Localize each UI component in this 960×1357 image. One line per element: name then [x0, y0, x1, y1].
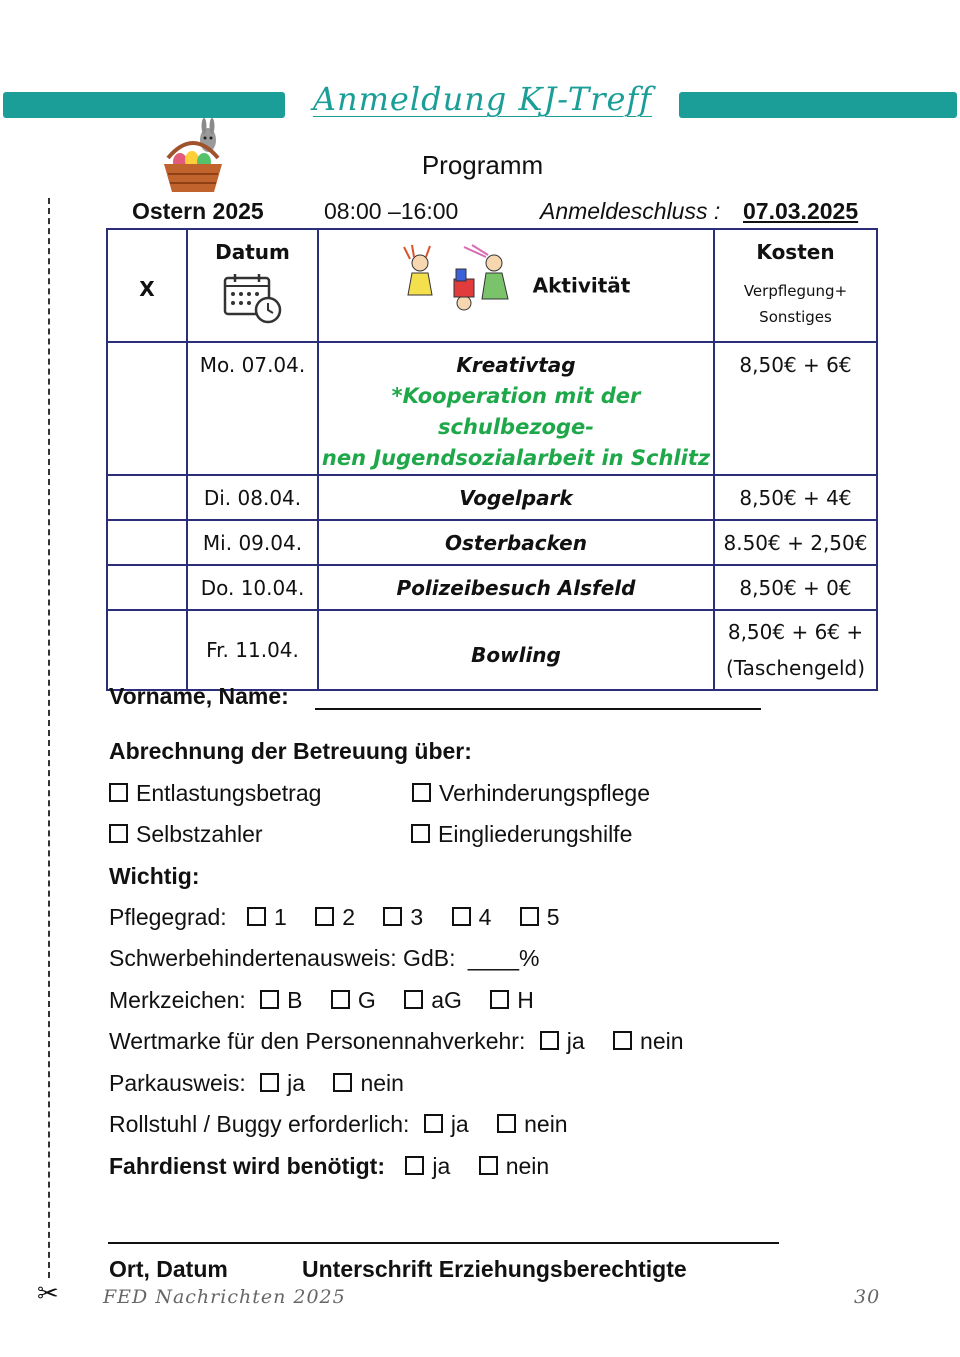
transit-label: Wertmarke für den Personennahverkehr: [109, 1028, 526, 1054]
checkbox[interactable] [520, 907, 539, 926]
billing-option[interactable] [411, 821, 632, 848]
checkbox[interactable] [490, 990, 509, 1009]
children-icon [402, 243, 514, 328]
no-label: nein [524, 1111, 568, 1137]
row-date: Mo. 07.04. [187, 342, 318, 475]
checkbox[interactable] [260, 1073, 279, 1092]
checkbox[interactable] [333, 1073, 352, 1092]
no-label: nein [505, 1153, 550, 1179]
table-row [107, 475, 877, 520]
billing-option-label: Entlastungsbetrag [136, 780, 322, 806]
care-level-option: 1 [274, 904, 287, 930]
checkbox[interactable] [452, 907, 471, 926]
program-table [106, 228, 878, 691]
checkbox[interactable] [412, 783, 431, 802]
billing-option-label: Verhinderungspflege [439, 780, 650, 806]
scissors-icon: ✂ [37, 1278, 59, 1308]
checkbox[interactable] [479, 1156, 498, 1175]
care-level-label: Pflegegrad: [109, 904, 227, 930]
mark-option: H [517, 987, 534, 1013]
row-activity-note-line1: *Kooperation mit der schulbezoge- [391, 384, 641, 439]
yes-label: ja [450, 1111, 469, 1137]
billing-option-label: Eingliederungshilfe [438, 821, 633, 847]
billing-option-label: Selbstzahler [136, 821, 263, 847]
table-row [107, 610, 877, 690]
page-number: 30 [854, 1286, 881, 1308]
checkbox[interactable] [109, 783, 128, 802]
care-level-row [109, 904, 560, 931]
checkbox[interactable] [411, 824, 430, 843]
row-activity-label: Kreativtag [456, 353, 576, 377]
row-cost [714, 610, 877, 690]
header-x: X [107, 229, 187, 342]
row-check[interactable] [107, 475, 187, 520]
checkbox[interactable] [404, 990, 423, 1009]
row-cost: 8.50€ + 2,50€ [714, 520, 877, 565]
checkbox[interactable] [497, 1114, 516, 1133]
row-date: Fr. 11.04. [187, 610, 318, 690]
row-check[interactable] [107, 520, 187, 565]
checkbox[interactable] [247, 907, 266, 926]
checkbox[interactable] [424, 1114, 443, 1133]
billing-option[interactable] [109, 821, 263, 848]
care-level-option: 2 [342, 904, 356, 930]
table-header-row [107, 229, 877, 342]
row-cost: 8,50€ + 0€ [714, 565, 877, 610]
checkbox[interactable] [109, 824, 128, 843]
cut-line [48, 198, 50, 1278]
important-label: Wichtig: [109, 863, 200, 889]
table-row [107, 565, 877, 610]
billing-label: Abrechnung der Betreuung über: [109, 738, 472, 764]
table-row [107, 520, 877, 565]
checkbox[interactable] [613, 1031, 632, 1050]
row-date: Do. 10.04. [187, 565, 318, 610]
row-cost: 8,50€ + 4€ [714, 475, 877, 520]
no-label: nein [640, 1028, 684, 1054]
season-label: Ostern 2025 [132, 198, 264, 224]
header-bar-right [679, 92, 957, 118]
row-activity: Vogelpark [318, 475, 714, 520]
row-activity-note [319, 381, 713, 474]
row-cost: 8,50€ + 6€ [714, 342, 877, 475]
time-range: 08:00 –16:00 [324, 198, 459, 224]
mark-option: B [287, 987, 303, 1013]
row-cost-line1: 8,50€ + 6€ + [727, 620, 864, 644]
care-level-option: 5 [546, 904, 560, 930]
care-level-option: 4 [478, 904, 492, 930]
calendar-clock-icon [188, 272, 317, 331]
row-check[interactable] [107, 610, 187, 690]
row-activity: Osterbacken [318, 520, 714, 565]
program-subtitle: Programm [421, 150, 544, 180]
place-date-label: Ort, Datum [109, 1256, 228, 1282]
billing-option[interactable] [109, 780, 321, 807]
transport-row [109, 1153, 549, 1180]
yes-label: ja [287, 1070, 306, 1096]
header-activity-label: Aktivität [532, 273, 631, 298]
header-cost-sub1: Verpflegung+ [743, 282, 848, 300]
page-title: Anmeldung KJ-Treff [312, 80, 653, 118]
footer-publication: FED Nachrichten 2025 [103, 1286, 346, 1308]
header-activity [318, 229, 714, 342]
header-bar-left [3, 92, 285, 118]
marks-label: Merkzeichen: [109, 987, 246, 1013]
checkbox[interactable] [540, 1031, 559, 1050]
transit-row [109, 1028, 684, 1055]
signature-label: Unterschrift Erziehungsberechtigte [302, 1256, 687, 1282]
wheelchair-row [109, 1111, 568, 1138]
header-cost-label: Kosten [756, 240, 835, 264]
checkbox[interactable] [405, 1156, 424, 1175]
row-date: Di. 08.04. [187, 475, 318, 520]
signature-line[interactable] [108, 1220, 779, 1244]
parking-row [109, 1070, 404, 1097]
checkbox[interactable] [315, 907, 334, 926]
name-label: Vorname, Name: [109, 683, 289, 709]
checkbox[interactable] [260, 990, 279, 1009]
row-activity-note-line2: nen Jugendsozialarbeit in Schlitz [321, 446, 711, 470]
easter-basket-icon [158, 118, 238, 198]
marks-row [109, 987, 534, 1014]
row-check[interactable] [107, 565, 187, 610]
no-label: nein [360, 1070, 404, 1096]
row-activity: Polizeibesuch Alsfeld [318, 565, 714, 610]
row-date: Mi. 09.04. [187, 520, 318, 565]
row-activity: Bowling [318, 610, 714, 690]
row-cost-line2: (Taschengeld) [725, 656, 866, 680]
deadline-label: Anmeldeschluss : [540, 198, 721, 224]
checkbox[interactable] [331, 990, 350, 1009]
header-date-label: Datum [215, 240, 290, 264]
name-input-line[interactable] [315, 684, 761, 710]
yes-label: ja [432, 1153, 451, 1179]
yes-label: ja [566, 1028, 585, 1054]
header-date [187, 229, 318, 342]
header-cost-sub2: Sonstiges [759, 308, 832, 326]
row-activity [318, 342, 714, 475]
parking-label: Parkausweis: [109, 1070, 246, 1096]
row-check[interactable] [107, 342, 187, 475]
disability-row [109, 945, 540, 972]
table-row [107, 342, 877, 475]
mark-option: aG [431, 987, 462, 1013]
deadline-date: 07.03.2025 [743, 198, 859, 224]
mark-option: G [357, 987, 376, 1013]
billing-option[interactable] [412, 780, 650, 807]
header-cost [714, 229, 877, 342]
wheelchair-label: Rollstuhl / Buggy erforderlich: [109, 1111, 410, 1137]
disability-input[interactable]: ____% [467, 945, 540, 971]
disability-label: Schwerbehindertenausweis: GdB: [109, 945, 456, 971]
checkbox[interactable] [383, 907, 402, 926]
care-level-option: 3 [410, 904, 424, 930]
transport-label: Fahrdienst wird benötigt: [109, 1153, 385, 1179]
